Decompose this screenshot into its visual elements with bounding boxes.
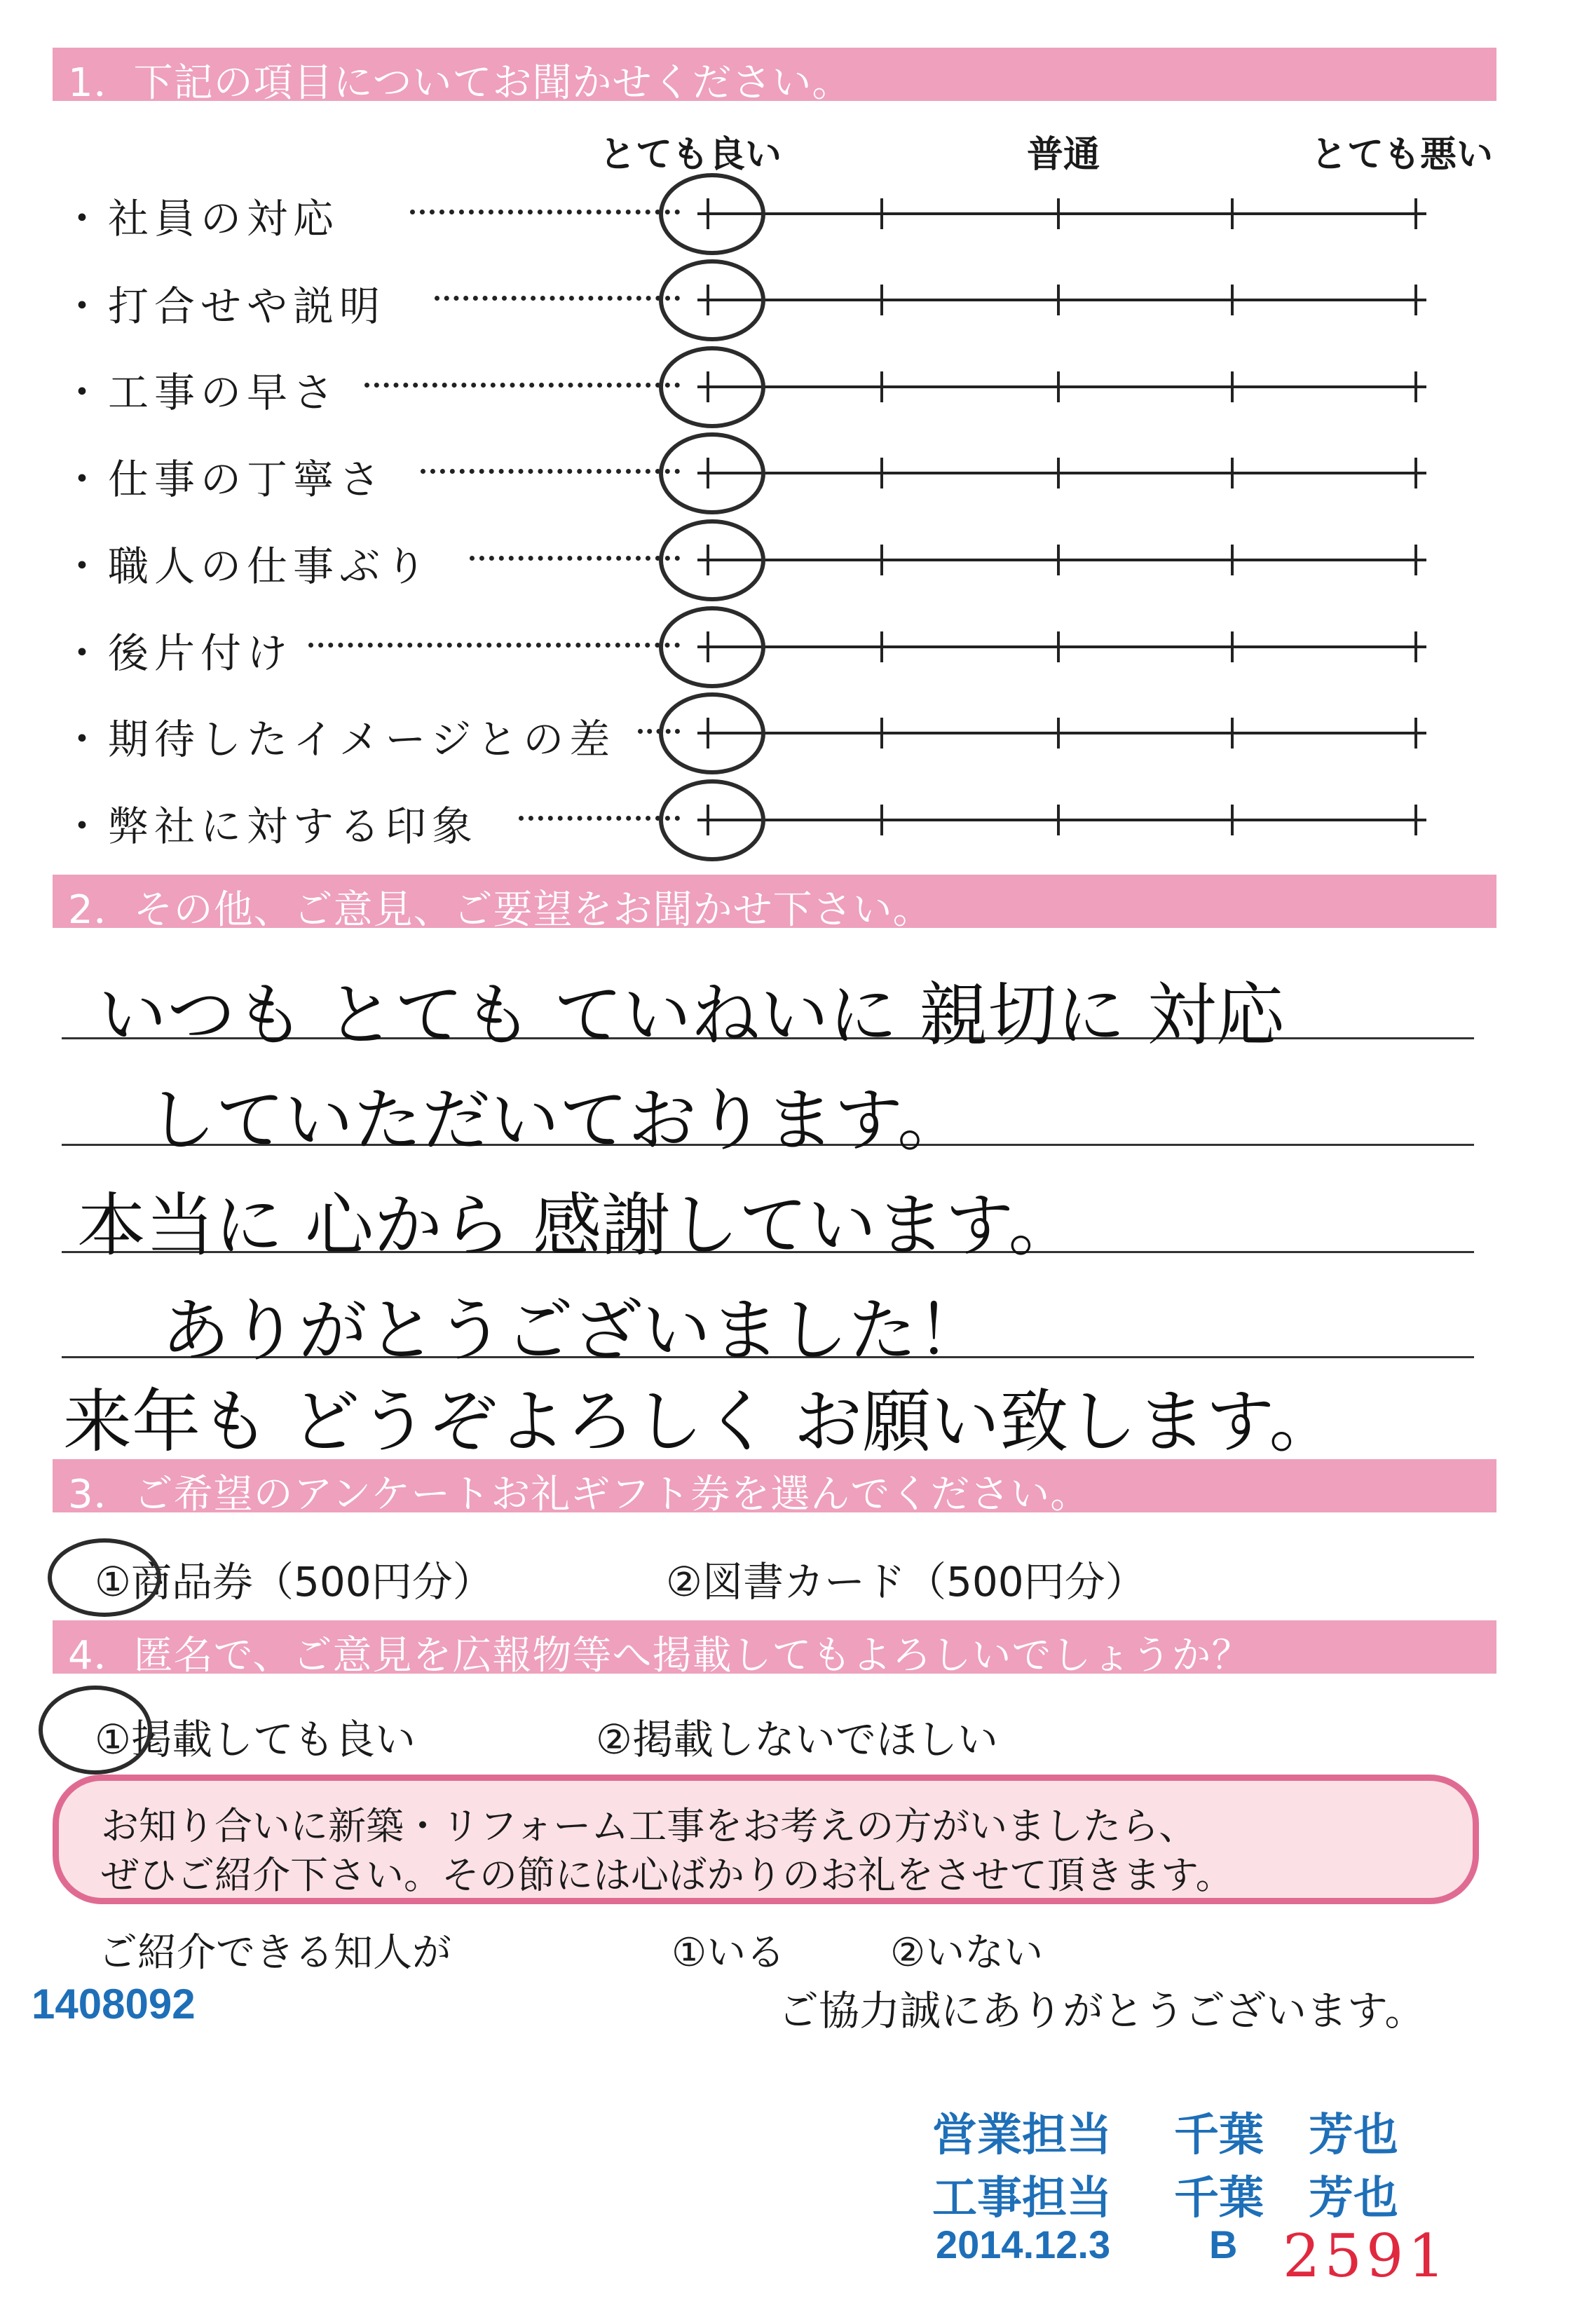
rating-scale-tick-4[interactable] <box>1231 198 1234 229</box>
rating-item-label: ・打合せや説明 <box>62 282 386 330</box>
rating-scale-tick-2[interactable] <box>880 718 883 749</box>
rating-scale-tick-4[interactable] <box>1231 545 1234 575</box>
rating-selection-circle <box>659 519 765 601</box>
gift-option-2[interactable]: ②図書カード（500円分） <box>666 1558 1146 1606</box>
section2-header <box>53 875 1496 933</box>
rating-scale-tick-3[interactable] <box>1057 805 1060 835</box>
rating-selection-circle <box>659 779 765 861</box>
rating-item-label: ・後片付け <box>62 629 294 677</box>
section3-title: 3．ご希望のアンケートお礼ギフト券を選んでください。 <box>68 1472 1091 1517</box>
rating-scale-tick-5[interactable] <box>1414 718 1417 749</box>
rating-scale-tick-4[interactable] <box>1231 718 1234 749</box>
handwritten-comment-line: していただいております。 <box>147 1081 967 1161</box>
rating-scale-tick-2[interactable] <box>880 805 883 835</box>
sales-name: 千葉 芳也 <box>1174 2110 1398 2160</box>
rating-scale-line <box>697 732 1426 734</box>
rating-scale-line <box>697 212 1426 215</box>
selection-circle <box>48 1538 161 1617</box>
dot-leader <box>435 296 680 301</box>
rating-scale-tick-4[interactable] <box>1231 371 1234 402</box>
rating-scale-tick-2[interactable] <box>880 198 883 229</box>
rating-selection-circle <box>659 606 765 688</box>
rating-selection-circle <box>659 259 765 341</box>
rating-scale-tick-5[interactable] <box>1414 371 1417 402</box>
handwritten-comment-line: 来年も どうぞよろしく お願い致します。 <box>63 1382 1338 1462</box>
grade: B <box>1209 2222 1238 2267</box>
section4-header <box>53 1620 1496 1679</box>
rating-scale-line <box>697 819 1426 821</box>
thanks-message: ご協力誠にありがとうございます。 <box>778 1987 1426 2035</box>
rating-scale-tick-2[interactable] <box>880 458 883 488</box>
rating-scale-tick-2[interactable] <box>880 371 883 402</box>
section1-title: 1．下記の項目についてお聞かせください。 <box>68 60 852 106</box>
rating-selection-circle <box>659 432 765 514</box>
rating-scale-tick-5[interactable] <box>1414 805 1417 835</box>
section2-title: 2．その他、ご意見、ご要望をお聞かせ下さい。 <box>68 887 933 933</box>
publish-option-2[interactable]: ②掲載しないでほしい <box>596 1716 998 1763</box>
handwritten-comment-line: 本当に 心から 感謝しています。 <box>77 1186 1077 1266</box>
rating-scale-tick-3[interactable] <box>1057 718 1060 749</box>
rating-item-label: ・工事の早さ <box>62 369 340 416</box>
rating-scale-tick-3[interactable] <box>1057 285 1060 315</box>
rating-item-label: ・社員の対応 <box>62 195 340 242</box>
scale-label-worst: とても悪い <box>1311 134 1494 176</box>
section3-header <box>53 1459 1496 1517</box>
section1-header <box>53 48 1496 106</box>
scale-label-best: とても良い <box>599 134 782 176</box>
rating-scale-tick-4[interactable] <box>1231 285 1234 315</box>
referral-box <box>53 1775 1479 1904</box>
handwritten-comment-line: ありがとうございました！ <box>161 1291 986 1371</box>
referral-question: ご紹介できる知人が <box>98 1930 451 1976</box>
rating-scale-tick-3[interactable] <box>1057 545 1060 575</box>
handwritten-comment-line: いつも とても ていねいに 親切に 対応 <box>98 976 1285 1055</box>
dot-leader <box>421 469 680 474</box>
construction-label: 工事担当 <box>932 2173 1112 2223</box>
rating-scale-line <box>697 559 1426 561</box>
rating-scale-tick-5[interactable] <box>1414 198 1417 229</box>
rating-scale-tick-5[interactable] <box>1414 458 1417 488</box>
rating-scale-line <box>697 645 1426 648</box>
publish-option-1[interactable]: ①掲載しても良い <box>95 1716 416 1763</box>
rating-selection-circle <box>659 692 765 774</box>
dot-leader <box>364 383 680 388</box>
rating-scale-line <box>697 385 1426 388</box>
rating-item-label: ・期待したイメージとの差 <box>62 716 616 763</box>
section4-title: 4．匿名で、ご意見を広報物等へ掲載してもよろしいでしょうか？ <box>68 1633 1252 1679</box>
rating-scale-tick-4[interactable] <box>1231 805 1234 835</box>
rating-item-label: ・職人の仕事ぶり <box>62 542 432 590</box>
rating-scale-tick-3[interactable] <box>1057 198 1060 229</box>
handwritten-number: 2591 <box>1283 2222 1450 2290</box>
date: 2014.12.3 <box>936 2222 1111 2267</box>
dot-leader <box>470 556 680 561</box>
dot-leader <box>410 210 680 214</box>
rating-scale-tick-3[interactable] <box>1057 631 1060 662</box>
rating-scale-tick-2[interactable] <box>880 545 883 575</box>
rating-scale-tick-5[interactable] <box>1414 631 1417 662</box>
referral-text-line2: ぜひご紹介下さい。その節には心ばかりのお礼をさせて頂きます。 <box>101 1853 1234 1897</box>
referral-option-yes[interactable]: ①いる <box>671 1930 786 1976</box>
rating-scale-tick-2[interactable] <box>880 285 883 315</box>
dot-leader <box>308 643 680 648</box>
rating-scale-tick-5[interactable] <box>1414 285 1417 315</box>
sales-label: 営業担当 <box>932 2110 1112 2160</box>
gift-option-1[interactable]: ①商品券（500円分） <box>95 1558 493 1606</box>
rating-scale-line <box>697 472 1426 474</box>
rating-scale-tick-2[interactable] <box>880 631 883 662</box>
rating-scale-tick-4[interactable] <box>1231 458 1234 488</box>
rating-scale-tick-3[interactable] <box>1057 371 1060 402</box>
selection-circle <box>39 1686 152 1775</box>
dot-leader <box>519 816 680 821</box>
referral-option-no[interactable]: ②いない <box>890 1930 1044 1976</box>
rating-scale-tick-3[interactable] <box>1057 458 1060 488</box>
referral-text-line1: お知り合いに新築・リフォーム工事をお考えの方がいましたら、 <box>101 1804 1197 1848</box>
rating-item-label: ・弊社に対する印象 <box>62 802 479 850</box>
rating-selection-circle <box>659 346 765 428</box>
rating-item-label: ・仕事の丁寧さ <box>62 456 386 503</box>
construction-name: 千葉 芳也 <box>1174 2173 1398 2223</box>
rating-scale-tick-5[interactable] <box>1414 545 1417 575</box>
scale-label-neutral: 普通 <box>1027 134 1100 176</box>
rating-selection-circle <box>659 173 765 255</box>
id-number: 1408092 <box>32 1981 196 2028</box>
rating-scale-tick-4[interactable] <box>1231 631 1234 662</box>
rating-scale-line <box>697 299 1426 301</box>
